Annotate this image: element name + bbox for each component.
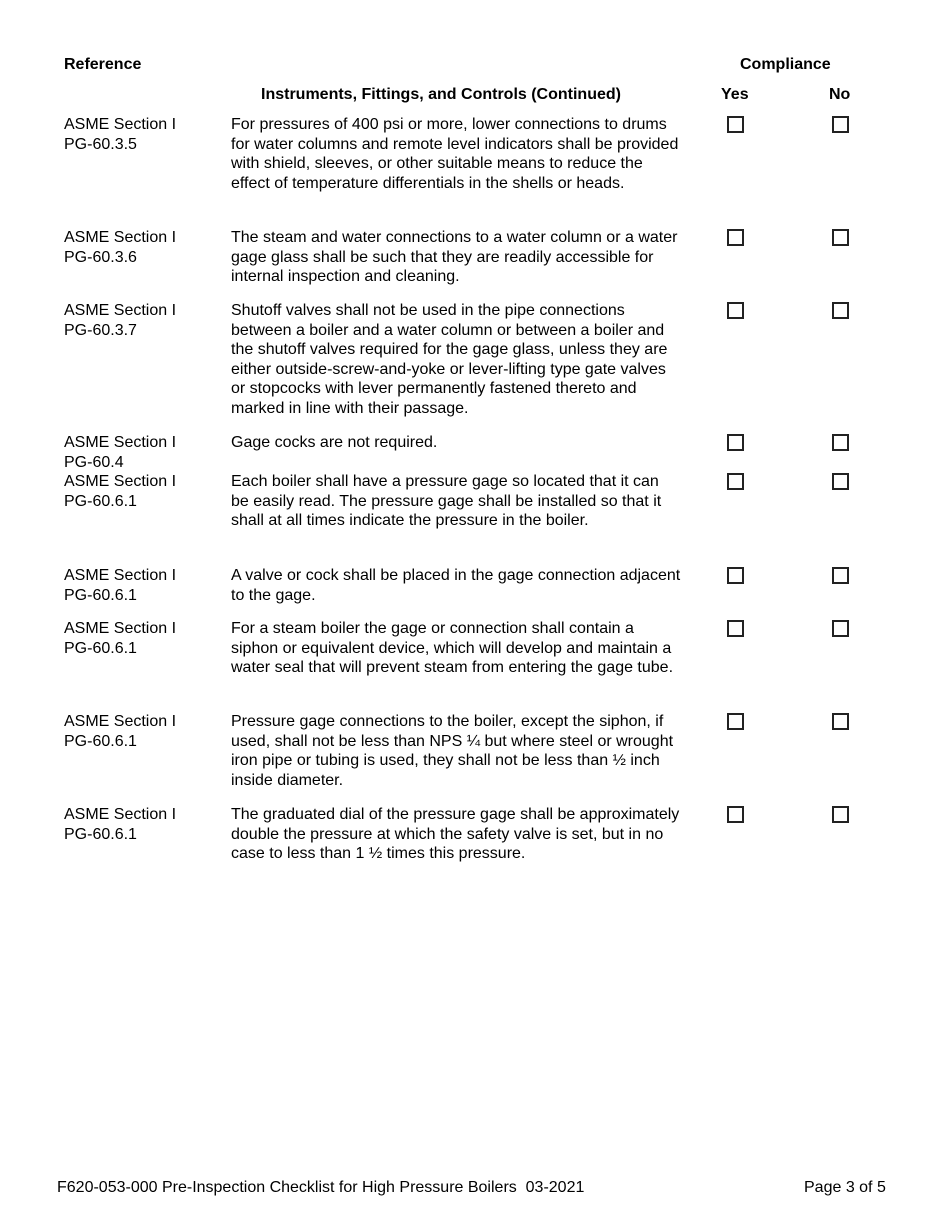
no-checkbox[interactable] <box>832 434 849 451</box>
reference-code: ASME Section I <box>64 713 177 730</box>
reference-code: ASME Section I <box>64 473 177 490</box>
reference-section: PG-60.6.1 <box>64 640 137 657</box>
reference-column-header: Reference <box>64 56 142 73</box>
reference-code: ASME Section I <box>64 620 177 637</box>
reference-section: PG-60.6.1 <box>64 826 137 843</box>
no-checkbox[interactable] <box>832 567 849 584</box>
requirement-text: For a steam boiler the gage or connection shall contain a siphon or equivalent device, which will develop and maintain a water seal that will prevent steam from entering the gage tube. <box>231 620 674 677</box>
reference-code: ASME Section I <box>64 567 177 584</box>
yes-checkbox[interactable] <box>727 116 744 133</box>
requirement-text: Each boiler shall have a pressure gage so located that it can be easily read. The pressure gage shall be installed so that it shall at all times indicate the pressure in the boiler. <box>231 473 662 530</box>
reference-section: PG-60.3.7 <box>64 322 137 339</box>
requirement-text: Pressure gage connections to the boiler, except the siphon, if used, shall not be less than NPS ¼ but where steel or wrought iron pipe or tubing is used, they shall not be less than ½ inch inside diameter. <box>231 713 674 789</box>
reference-code: ASME Section I <box>64 116 177 133</box>
yes-checkbox[interactable] <box>727 713 744 730</box>
no-checkbox[interactable] <box>832 806 849 823</box>
yes-checkbox[interactable] <box>727 302 744 319</box>
reference-section: PG-60.6.1 <box>64 587 137 604</box>
no-column-header: No <box>829 86 851 103</box>
yes-checkbox[interactable] <box>727 229 744 246</box>
row-reference <box>64 805 214 845</box>
yes-checkbox[interactable] <box>727 473 744 490</box>
no-checkbox[interactable] <box>832 620 849 637</box>
row-reference <box>64 433 214 473</box>
row-reference <box>64 228 214 268</box>
no-checkbox[interactable] <box>832 229 849 246</box>
yes-column-header: Yes <box>721 86 749 103</box>
row-reference <box>64 301 214 341</box>
requirement-text: Gage cocks are not required. <box>231 434 438 451</box>
reference-code: ASME Section I <box>64 434 177 451</box>
row-reference <box>64 619 214 659</box>
no-checkbox[interactable] <box>832 302 849 319</box>
reference-section: PG-60.4 <box>64 454 124 471</box>
yes-checkbox[interactable] <box>727 434 744 451</box>
yes-checkbox[interactable] <box>727 806 744 823</box>
reference-section: PG-60.3.6 <box>64 249 137 266</box>
no-checkbox[interactable] <box>832 473 849 490</box>
requirement-text: For pressures of 400 psi or more, lower connections to drums for water columns and remote level indicators shall be provided with shield, sleeves, or other suitable means to reduce the effect of temperature differentials in the shells or heads. <box>231 116 679 192</box>
requirement-text: A valve or cock shall be placed in the gage connection adjacent to the gage. <box>231 567 681 604</box>
no-checkbox[interactable] <box>832 713 849 730</box>
yes-checkbox[interactable] <box>727 620 744 637</box>
reference-code: ASME Section I <box>64 229 177 246</box>
reference-section: PG-60.6.1 <box>64 493 137 510</box>
row-reference <box>64 115 214 155</box>
row-reference <box>64 472 214 512</box>
row-reference <box>64 566 214 606</box>
reference-section: PG-60.6.1 <box>64 733 137 750</box>
compliance-column-header: Compliance <box>740 56 831 73</box>
requirement-text: Shutoff valves shall not be used in the pipe connections between a boiler and a water column or between a boiler and the shutoff valves required for the gage glass, unless they are either outside-screw-and-yoke or lever-lifting type gate valves or stopcocks with lever permanently fastened thereto and marked in line with their passage. <box>231 302 668 417</box>
no-checkbox[interactable] <box>832 116 849 133</box>
form-title-footer: F620-053-000 Pre-Inspection Checklist for High Pressure Boilers 03-2021 <box>57 1179 585 1196</box>
reference-code: ASME Section I <box>64 806 177 823</box>
requirement-text: The graduated dial of the pressure gage shall be approximately double the pressure at which the safety valve is set, but in no case to less than 1 ½ times this pressure. <box>231 806 680 863</box>
reference-section: PG-60.3.5 <box>64 136 137 153</box>
reference-code: ASME Section I <box>64 302 177 319</box>
section-title: Instruments, Fittings, and Controls (Continued) <box>261 86 621 103</box>
row-reference <box>64 712 214 752</box>
requirement-text: The steam and water connections to a water column or a water gage glass shall be such that they are readily accessible for internal inspection and cleaning. <box>231 229 678 286</box>
page-number: Page 3 of 5 <box>804 1179 886 1196</box>
yes-checkbox[interactable] <box>727 567 744 584</box>
